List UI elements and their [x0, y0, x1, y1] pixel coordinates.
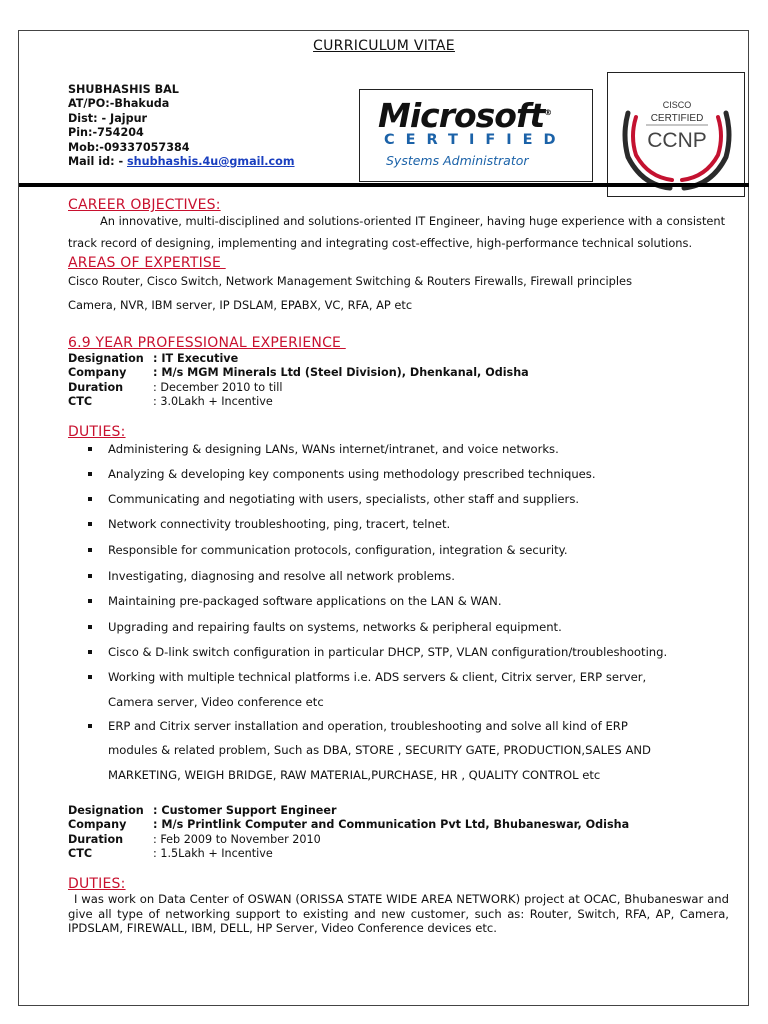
bullet-icon — [88, 497, 92, 501]
email-line — [68, 155, 295, 169]
bullet-icon — [88, 522, 92, 526]
microsoft-certified-logo — [359, 89, 593, 182]
company-key: Company — [68, 366, 127, 380]
candidate-name: SHUBHASHIS BAL — [68, 83, 179, 96]
bullet-icon — [88, 675, 92, 679]
ctc-key: CTC — [68, 394, 93, 408]
expertise-line-2: Camera, NVR, IBM server, IP DSLAM, EPABX, VC, RFA, AP etc — [68, 298, 413, 312]
duties-paragraph-2: I was work on Data Center of OSWAN (ORISSA STATE WIDE AREA NETWORK) project at OCAC, Bhubaneswar and give all type of networking support to existing and new customer, such as: Router, Switch, RFA, AP, Camera, IPDSLAM, FIREWALL, IBM, DELL, HP Server, Video Conference devices etc. — [68, 892, 729, 935]
microsoft-wordmark: Microsoft® — [378, 96, 553, 135]
bullet-icon — [88, 447, 92, 451]
job-2-details — [68, 804, 629, 861]
company-key: Company — [68, 818, 127, 832]
duties-heading-1: DUTIES: — [68, 424, 126, 440]
bullet-icon — [88, 599, 92, 603]
job-1-details — [68, 352, 529, 409]
list-item-continuation: modules & related problem, Such as DBA, STORE , SECURITY GATE, PRODUCTION,SALES AND — [108, 743, 651, 757]
designation-value: : IT Executive — [153, 352, 239, 365]
bullet-icon — [88, 625, 92, 629]
email-link[interactable]: shubhashis.4u@gmail.com — [127, 155, 295, 169]
expertise-line-1: Cisco Router, Cisco Switch, Network Management Switching & Routers Firewalls, Firewall principles — [68, 274, 633, 288]
duration-key: Duration — [68, 380, 124, 394]
duration-key: Duration — [68, 832, 124, 846]
designation-key: Designation — [68, 804, 144, 817]
designation-key: Designation — [68, 352, 144, 365]
document-title: CURRICULUM VITAE — [313, 38, 455, 54]
district-line: Dist: - Jajpur — [68, 111, 148, 125]
duration-value: : December 2010 to till — [153, 380, 283, 394]
list-item-continuation: MARKETING, WEIGH BRIDGE, RAW MATERIAL,PURCHASE, HR , QUALITY CONTROL etc — [108, 768, 601, 782]
email-label: Mail id: - — [68, 155, 127, 169]
career-objective-line-2: track record of designing, implementing and integrating cost-effective, high-performance technical solutions. — [68, 236, 693, 250]
systems-administrator-text: Systems Administrator — [386, 153, 529, 168]
pin-line: Pin:-754204 — [68, 126, 144, 140]
bullet-icon — [88, 472, 92, 476]
duties-heading-2: DUTIES: — [68, 876, 126, 892]
experience-heading: 6.9 YEAR PROFESSIONAL EXPERIENCE — [68, 335, 346, 351]
bullet-icon — [88, 548, 92, 552]
mobile-line: Mob:-09337057384 — [68, 140, 190, 154]
header-divider — [19, 183, 749, 187]
contact-block — [68, 83, 295, 169]
ccnp-label: CCNP — [647, 129, 707, 152]
ctc-value: : 3.0Lakh + Incentive — [153, 394, 273, 408]
address-line: AT/PO:-Bhakuda — [68, 97, 170, 111]
company-value: : M/s MGM Minerals Ltd (Steel Division), Dhenkanal, Odisha — [153, 366, 529, 380]
ccnp-badge-icon — [608, 73, 746, 198]
list-item-continuation: Camera server, Video conference etc — [108, 695, 324, 709]
ctc-key: CTC — [68, 846, 93, 860]
company-value: : M/s Printlink Computer and Communication Pvt Ltd, Bhubaneswar, Odisha — [153, 818, 630, 832]
bullet-icon — [88, 574, 92, 578]
ctc-value: : 1.5Lakh + Incentive — [153, 846, 273, 860]
career-objectives-heading: CAREER OBJECTIVES: — [68, 197, 221, 213]
certified-text: CERTIFIED — [384, 132, 567, 148]
areas-of-expertise-heading: AREAS OF EXPERTISE — [68, 255, 226, 271]
career-objective-line-1: An innovative, multi-disciplined and solutions-oriented IT Engineer, having huge experience with a consistent — [100, 214, 726, 228]
certified-label: CERTIFIED — [650, 113, 704, 124]
bullet-icon — [88, 650, 92, 654]
cisco-label: CISCO — [662, 100, 692, 110]
cisco-ccnp-logo — [607, 72, 745, 197]
duration-value: : Feb 2009 to November 2010 — [153, 832, 321, 846]
designation-value: : Customer Support Engineer — [153, 804, 337, 817]
bullet-icon — [88, 724, 92, 728]
